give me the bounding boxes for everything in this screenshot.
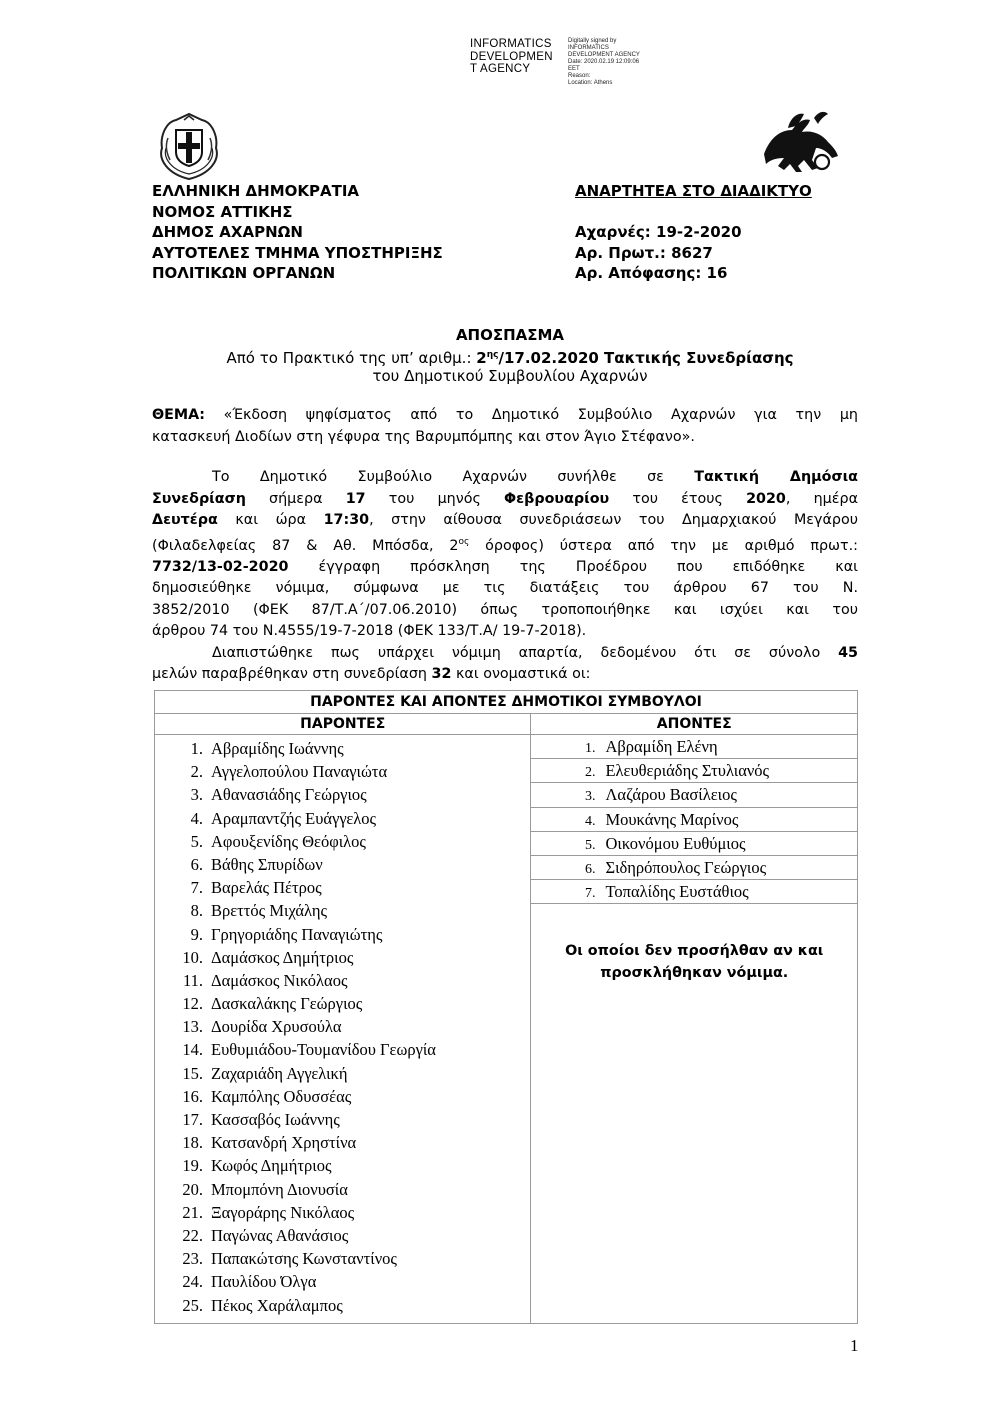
signature-detail-line: INFORMATICS	[568, 45, 609, 51]
member-row	[155, 853, 530, 876]
member-number: 15.	[182, 1063, 203, 1083]
reference-block	[575, 181, 875, 284]
member-name: Οικονόμου Ευθύμιος	[605, 833, 746, 853]
member-row	[531, 856, 857, 880]
member-row	[155, 760, 530, 783]
member-row	[531, 880, 857, 904]
document-date: Αχαρνές: 19-2-2020	[575, 223, 742, 241]
member-name: Αγγελοπούλου Παναγιώτα	[211, 762, 388, 782]
chariot-horses-logo-icon	[758, 108, 844, 174]
body-text: έγγραφη πρόσκληση της Προέδρου που επιδόθηκε και	[288, 558, 858, 575]
member-name: Πέκος Χαράλαμπος	[211, 1295, 343, 1315]
member-row	[155, 1201, 530, 1224]
member-name: Βρεττός Μιχάλης	[211, 901, 328, 921]
present-members-cell	[155, 735, 531, 1324]
absent-note	[531, 904, 857, 984]
member-number: 14.	[182, 1040, 203, 1060]
member-number: 23.	[182, 1249, 203, 1269]
total-members: 45	[838, 644, 858, 661]
member-name: Γρηγοριάδης Παναγιώτης	[211, 924, 383, 944]
document-title: ΑΠΟΣΠΑΣΜΑ	[455, 326, 565, 344]
signature-org-line: DEVELOPMEN	[470, 50, 553, 63]
member-row	[531, 759, 857, 783]
body-text: μελών παραβρέθηκαν στη συνεδρίαση	[152, 666, 432, 683]
member-name: Μουκάνης Μαρίνος	[605, 809, 739, 829]
body-text: (Φιλαδελφείας 87 & Αθ. Μπόσδα, 2	[152, 537, 459, 554]
member-row	[155, 783, 530, 806]
member-name: Δαμάσκος Δημήτριος	[211, 947, 354, 967]
member-name: Μπομπόνη Διονυσία	[211, 1179, 348, 1199]
member-name: Σιδηρόπουλος Γεώργιος	[605, 857, 767, 877]
present-column-header: ΠΑΡΟΝΤΕΣ	[155, 714, 531, 735]
member-row	[155, 830, 530, 853]
signature-detail-line: Date: 2020.02.19 12:09:06	[568, 59, 640, 65]
body-text: , στην αίθουσα συνεδριάσεων του Δημαρχιακού Μεγάρου	[369, 512, 858, 528]
issuer-line: ΑΥΤΟΤΕΛΕΣ ΤΜΗΜΑ ΥΠΟΣΤΗΡΙΞΗΣ	[152, 243, 443, 262]
absent-members-cell	[531, 735, 858, 1324]
member-name: Βαρελάς Πέτρος	[211, 878, 322, 898]
issuer-block	[152, 181, 552, 284]
member-number: 20.	[182, 1179, 203, 1199]
present-members-list	[155, 735, 530, 1323]
session-description: /17.02.2020 Τακτικής Συνεδρίασης	[498, 349, 794, 367]
member-number: 2.	[190, 762, 203, 782]
member-number: 13.	[182, 1017, 203, 1037]
member-row	[155, 1015, 530, 1038]
present-count: 32	[431, 666, 452, 683]
member-name: Παγώνας Αθανάσιος	[211, 1225, 349, 1245]
member-number: 10.	[182, 947, 203, 967]
member-number: 8.	[190, 901, 203, 921]
member-row	[155, 1108, 530, 1131]
decision-number: Αρ. Απόφασης: 16	[575, 264, 728, 282]
session-weekday: Δευτέρα	[152, 512, 218, 528]
body-text: και ώρα	[217, 512, 324, 528]
body-text: σήμερα	[245, 490, 346, 507]
member-row	[531, 735, 857, 759]
signature-detail-line: EET	[568, 66, 580, 72]
member-name: Παυλίδου Όλγα	[211, 1272, 317, 1292]
issuer-line: ΠΟΛΙΤΙΚΩΝ ΟΡΓΑΝΩΝ	[152, 264, 336, 282]
member-number: 5.	[190, 831, 203, 851]
member-row	[155, 876, 530, 899]
member-row	[155, 1178, 530, 1201]
member-number: 25.	[182, 1295, 203, 1315]
issuer-line: ΕΛΛΗΝΙΚΗ ΔΗΜΟΚΡΑΤΙΑ	[152, 182, 360, 200]
member-row	[531, 808, 857, 832]
body-text: του μηνός	[365, 490, 505, 507]
body-text: δημοσιεύθηκε νόμιμα, σύμφωνα με τις διατάξεις του άρθρου 67 του Ν.	[152, 580, 858, 597]
session-time: 17:30	[323, 512, 370, 528]
member-row	[155, 946, 530, 969]
member-number: 18.	[182, 1133, 203, 1153]
signature-organization	[470, 38, 566, 76]
member-name: Ευθυμιάδου-Τουμανίδου Γεωργία	[211, 1040, 436, 1060]
subject-text: «Έκδοση ψηφίσματος από το Δημοτικό Συμβούλιο Αχαρνών για την μη	[204, 407, 858, 423]
member-number: 3.	[190, 785, 203, 805]
signature-detail-line: DEVELOPMENT AGENCY	[568, 52, 640, 58]
invitation-number: 7732/13-02-2020	[152, 558, 289, 575]
member-row	[155, 1247, 530, 1270]
signature-detail-line: Reason:	[568, 73, 591, 79]
member-row	[531, 832, 857, 856]
member-row	[155, 899, 530, 922]
body-text: Διαπιστώθηκε πως υπάρχει νόμιμη απαρτία, δεδομένου ότι σε σύνολο	[212, 644, 839, 661]
member-name: Ξαγοράρης Νικόλαος	[211, 1202, 355, 1222]
session-number-suffix: ης	[486, 350, 499, 360]
absent-members-list	[531, 735, 857, 904]
floor-suffix: ος	[458, 536, 470, 547]
member-number: 7.	[190, 878, 203, 898]
absent-column-header: ΑΠΟΝΤΕΣ	[531, 714, 858, 735]
session-word: Συνεδρίαση	[152, 490, 246, 507]
absent-note-line: Οι οποίοι δεν προσήλθαν αν και	[565, 943, 824, 960]
member-name: Τοπαλίδης Ευστάθιος	[605, 882, 749, 902]
member-number: 12.	[182, 994, 203, 1014]
session-day: 17	[345, 490, 366, 507]
member-name: Κατσανδρή Χρηστίνα	[211, 1133, 357, 1153]
member-name: Δουρίδα Χρυσούλα	[211, 1017, 342, 1037]
member-name: Δασκαλάκης Γεώργιος	[211, 994, 363, 1014]
member-number: 3.	[584, 789, 596, 805]
member-number: 24.	[182, 1272, 203, 1292]
absent-note-line: προσκλήθηκαν νόμιμα.	[600, 965, 789, 982]
member-row	[155, 992, 530, 1015]
body-text: , ημέρα	[785, 490, 858, 507]
attendance-table	[154, 690, 858, 1324]
page-number: 1	[850, 1336, 859, 1355]
session-month: Φεβρουαρίου	[504, 490, 610, 507]
member-number: 16.	[182, 1086, 203, 1106]
session-year: 2020	[746, 490, 786, 507]
member-number: 5.	[584, 837, 596, 853]
member-name: Αθανασιάδης Γεώργιος	[211, 785, 367, 805]
member-row	[155, 1154, 530, 1177]
body-text: όροφος) ύστερα από την με αριθμό πρωτ.:	[469, 537, 858, 554]
signature-org-line: T AGENCY	[470, 63, 531, 75]
member-name: Αβραμίδη Ελένη	[605, 737, 718, 756]
member-number: 22.	[182, 1225, 203, 1245]
attendance-table-title: ΠΑΡΟΝΤΕΣ ΚΑΙ ΑΠΟΝΤΕΣ ΔΗΜΟΤΙΚΟΙ ΣΥΜΒΟΥΛΟΙ	[155, 691, 858, 714]
member-name: Παπακώτσης Κωνσταντίνος	[211, 1249, 397, 1269]
member-name: Κωφός Δημήτριος	[211, 1156, 332, 1176]
protocol-number: Αρ. Πρωτ.: 8627	[575, 243, 713, 262]
signature-details	[568, 38, 678, 87]
member-number: 2.	[584, 765, 596, 781]
signature-org-line: INFORMATICS	[470, 38, 552, 50]
member-number: 1.	[190, 739, 203, 758]
member-name: Αφουξενίδης Θεόφιλος	[211, 831, 366, 851]
member-number: 4.	[584, 813, 596, 829]
member-number: 4.	[190, 808, 203, 828]
member-number: 6.	[190, 854, 203, 874]
subject-paragraph	[152, 405, 858, 448]
member-name: Αβραμίδης Ιωάννης	[211, 739, 344, 758]
member-row	[155, 1270, 530, 1293]
member-name: Αραμπαντζής Ευάγγελος	[211, 808, 377, 828]
member-name: Ελευθεριάδης Στυλιανός	[605, 761, 770, 781]
member-name: Δαμάσκος Νικόλαος	[211, 970, 348, 990]
member-number: 19.	[182, 1156, 203, 1176]
member-number: 21.	[182, 1202, 203, 1222]
subject-text: κατασκευή Διοδίων στη γέφυρα της Βαρυμπόμπης και στον Άγιο Στέφανο».	[152, 428, 695, 445]
issuer-line: ΝΟΜΟΣ ΑΤΤΙΚΗΣ	[152, 202, 293, 221]
member-row	[155, 1224, 530, 1247]
body-text: Το Δημοτικό Συμβούλιο Αχαρνών συνήλθε σε	[212, 469, 695, 485]
minutes-reference-prefix: Από το Πρακτικό της υπ’ αριθμ.:	[226, 349, 477, 367]
member-number: 17.	[182, 1110, 203, 1129]
publish-notice: ΑΝΑΡΤΗΤΕΑ ΣΤΟ ΔΙΑΔΙΚΤΥΟ	[575, 182, 812, 200]
member-name: Λαζάρου Βασίλειος	[605, 785, 737, 805]
body-text: άρθρου 74 του Ν.4555/19-7-2018 (ΦΕΚ 133/Τ.Α/ 19-7-2018).	[152, 623, 587, 640]
member-row	[155, 1131, 530, 1154]
body-text: και ονομαστικά οι:	[451, 666, 591, 683]
member-row	[155, 1038, 530, 1061]
member-row	[155, 807, 530, 830]
member-row	[155, 923, 530, 946]
member-row	[155, 737, 530, 760]
greek-coat-of-arms-icon	[154, 108, 224, 182]
body-paragraph	[152, 467, 858, 686]
member-name: Καμπόλης Οδυσσέας	[211, 1086, 352, 1106]
council-name: του Δημοτικού Συμβουλίου Αχαρνών	[372, 367, 648, 385]
minutes-reference	[120, 345, 900, 368]
member-row	[155, 1085, 530, 1108]
body-text: 3852/2010 (ΦΕΚ 87/Τ.Α΄/07.06.2010) όπως τροποποιήθηκε και ισχύει και του	[152, 601, 858, 618]
member-number: 9.	[190, 924, 203, 944]
issuer-line: ΔΗΜΟΣ ΑΧΑΡΝΩΝ	[152, 223, 303, 241]
session-type: Τακτική Δημόσια	[694, 469, 858, 485]
member-name: Βάθης Σπυρίδων	[211, 854, 323, 874]
member-row	[155, 1294, 530, 1317]
member-number: 6.	[584, 861, 596, 877]
member-row	[155, 1062, 530, 1085]
member-name: Κασσαβός Ιωάννης	[211, 1110, 340, 1129]
body-text: του έτους	[609, 490, 747, 507]
member-row	[155, 969, 530, 992]
member-row	[531, 783, 857, 807]
member-number: 7.	[584, 886, 596, 902]
digital-signature	[470, 38, 670, 96]
signature-detail-line: Digitally signed by	[568, 38, 617, 44]
member-number: 1.	[584, 741, 596, 756]
signature-detail-line: Location: Athens	[568, 80, 613, 86]
subject-label: ΘΕΜΑ:	[152, 407, 205, 423]
session-number: 2	[476, 349, 487, 367]
member-number: 11.	[182, 970, 203, 990]
member-name: Ζαχαριάδη Αγγελική	[211, 1063, 348, 1083]
